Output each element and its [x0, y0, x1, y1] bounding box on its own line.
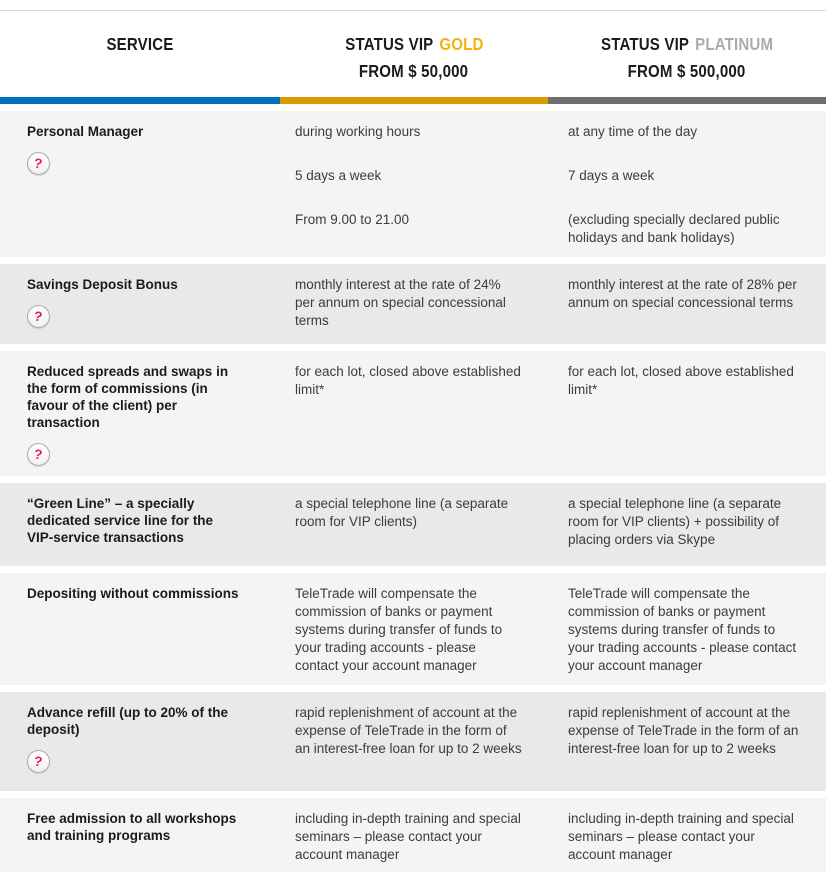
cell-paragraph: 5 days a week	[295, 168, 382, 183]
platinum-bar-segment	[548, 97, 826, 104]
cell-platinum	[548, 585, 826, 675]
cell-service	[0, 810, 280, 872]
cell-paragraph: monthly interest at the rate of 24% per annum on special concessional terms	[295, 277, 506, 328]
table-row	[0, 798, 826, 872]
gold-header-highlight: GOLD	[438, 34, 484, 54]
cell-paragraph: rapid replenishment of account at the expense of TeleTrade in the form of an interest-free loan for up to 2 weeks	[295, 705, 522, 756]
cell-gold	[280, 495, 548, 556]
cell-platinum	[548, 123, 826, 247]
table-header	[0, 11, 826, 97]
cell-paragraph: for each lot, closed above established limit*	[568, 364, 794, 397]
cell-paragraph: at any time of the day	[568, 124, 698, 139]
gold-header-prefix: STATUS VIP	[344, 34, 433, 54]
cell-paragraph: during working hours	[295, 124, 421, 139]
service-name: Depositing without commissions	[27, 586, 239, 601]
cell-paragraph: monthly interest at the rate of 28% per annum on special concessional terms	[568, 277, 797, 310]
platinum-header-prefix: STATUS VIP	[600, 34, 690, 54]
cell-platinum	[548, 363, 826, 466]
question-mark-glyph: ?	[33, 753, 44, 770]
cell-paragraph: for each lot, closed above established limit*	[295, 364, 521, 397]
cell-paragraph: including in-depth training and special seminars – please contact your account manager	[295, 811, 521, 862]
cell-platinum	[548, 276, 826, 334]
cell-gold	[280, 810, 548, 872]
platinum-header-subtitle: FROM $ 500,000	[628, 61, 746, 81]
cell-paragraph: a special telephone line (a separate room for VIP clients) + possibility of placing orders via Skype	[568, 496, 782, 547]
column-header-platinum	[548, 31, 826, 85]
table-row	[0, 692, 826, 791]
help-icon[interactable]	[27, 305, 50, 328]
column-header-service	[0, 31, 280, 58]
table-row	[0, 351, 826, 476]
cell-platinum	[548, 704, 826, 781]
cell-gold	[280, 585, 548, 675]
cell-paragraph: (excluding specially declared public holidays and bank holidays)	[568, 212, 780, 245]
table-row	[0, 264, 826, 344]
cell-paragraph: rapid replenishment of account at the expense of TeleTrade in the form of an interest-free loan for up to 2 weeks	[568, 705, 799, 756]
service-name: Reduced spreads and swaps in the form of commissions (in favour of the client) per transaction	[27, 364, 229, 430]
service-name: Savings Deposit Bonus	[27, 277, 178, 292]
cell-paragraph: TeleTrade will compensate the commission of banks or payment systems during transfer of funds to your trading accounts - please contact your account manager	[568, 586, 797, 673]
platinum-header-highlight: PLATINUM	[695, 34, 774, 54]
service-name: Personal Manager	[27, 124, 144, 139]
cell-service	[0, 123, 280, 247]
question-mark-glyph: ?	[33, 155, 44, 172]
cell-paragraph: From 9.00 to 21.00	[295, 212, 410, 227]
service-name: Advance refill (up to 20% of the deposit)	[27, 705, 229, 737]
service-bar-segment	[0, 97, 280, 104]
column-header-gold	[280, 31, 548, 85]
vip-comparison-page	[0, 10, 826, 872]
cell-service	[0, 585, 280, 675]
cell-gold	[280, 123, 548, 247]
help-icon[interactable]	[27, 152, 50, 175]
help-icon[interactable]	[27, 443, 50, 466]
cell-platinum	[548, 495, 826, 556]
cell-service	[0, 495, 280, 556]
cell-gold	[280, 704, 548, 781]
gold-header-subtitle: FROM $ 50,000	[359, 61, 469, 81]
table-row	[0, 573, 826, 685]
cell-paragraph: TeleTrade will compensate the commission of banks or payment systems during transfer of funds to your trading accounts - please contact your account manager	[295, 586, 503, 673]
table-row	[0, 111, 826, 257]
cell-service	[0, 276, 280, 334]
service-name: “Green Line” – a specially dedicated service line for the VIP-service transactions	[27, 496, 214, 545]
header-color-bar	[0, 97, 826, 104]
gold-bar-segment	[280, 97, 548, 104]
cell-paragraph: 7 days a week	[568, 168, 655, 183]
question-mark-glyph: ?	[33, 446, 44, 463]
cell-service	[0, 363, 280, 466]
service-table-body	[0, 104, 826, 872]
cell-platinum	[548, 810, 826, 872]
service-header-label: SERVICE	[106, 34, 174, 54]
cell-gold	[280, 363, 548, 466]
cell-paragraph: including in-depth training and special seminars – please contact your account manager	[568, 811, 794, 862]
cell-paragraph: a special telephone line (a separate room for VIP clients)	[295, 496, 509, 529]
help-icon[interactable]	[27, 750, 50, 773]
cell-gold	[280, 276, 548, 334]
question-mark-glyph: ?	[33, 308, 44, 325]
cell-service	[0, 704, 280, 781]
table-row	[0, 483, 826, 566]
service-name: Free admission to all workshops and training programs	[27, 811, 237, 843]
